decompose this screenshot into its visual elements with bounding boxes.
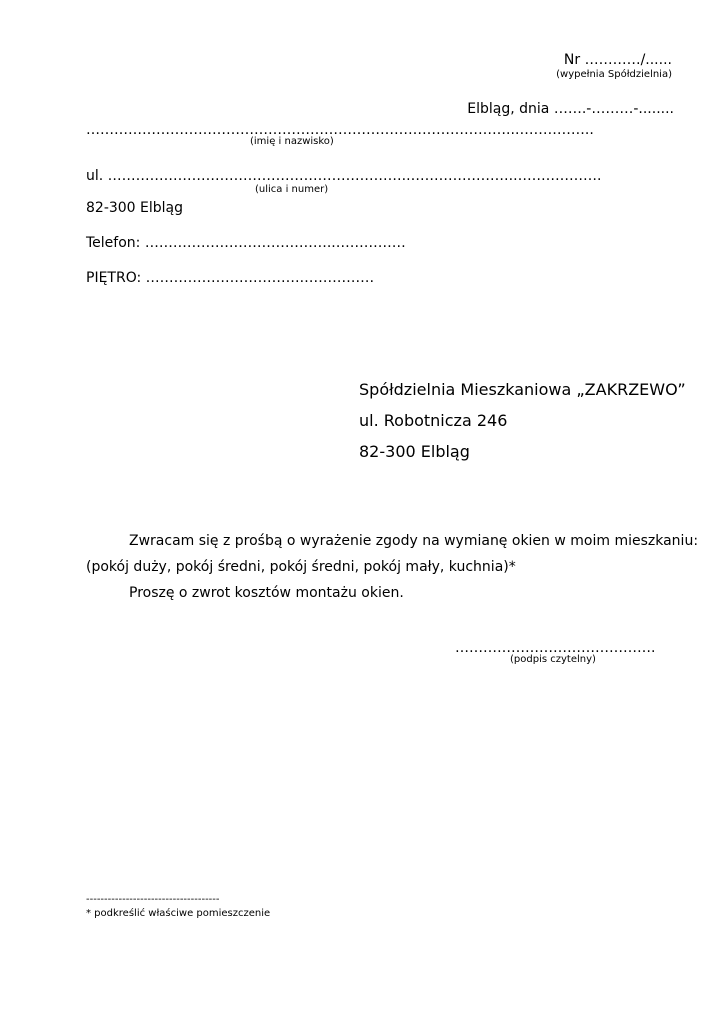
- recipient-name: Spółdzielnia Mieszkaniowa „ZAKRZEWO”: [359, 380, 686, 399]
- recipient-city: 82-300 Elbląg: [359, 442, 470, 461]
- recipient-address: [359, 374, 686, 467]
- request-paragraph-2: Proszę o zwrot kosztów montażu okien.: [129, 585, 404, 601]
- footnote-rule: -------------------------------------: [86, 894, 220, 905]
- applicant-street-label: (ulica i numer): [255, 184, 329, 195]
- applicant-name-label: (imię i nazwisko): [250, 136, 334, 147]
- footnote-text: * podkreślić właściwe pomieszczenie: [86, 908, 271, 919]
- applicant-phone-field: Telefon: …………………………………..……………: [86, 235, 406, 251]
- document-number-note: (wypełnia Spółdzielnia): [556, 69, 672, 80]
- request-paragraph-1: Zwracam się z prośbą o wyrażenie zgody na wymianę okien w moim mieszkaniu:: [129, 533, 699, 549]
- request-rooms-list: (pokój duży, pokój średni, pokój średni, pokój mały, kuchnia)*: [86, 559, 516, 575]
- signature-line: …………………………………….: [455, 640, 656, 656]
- applicant-floor-field: PIĘTRO: …………………………….……………: [86, 270, 375, 286]
- applicant-street-line: ul. ………………………………………………………..………………….……………….: [86, 168, 602, 184]
- applicant-city: 82-300 Elbląg: [86, 200, 184, 216]
- recipient-street: ul. Robotnicza 246: [359, 411, 508, 430]
- place-date-field: Elbląg, dnia …….-………-........: [467, 101, 674, 117]
- signature-label: (podpis czytelny): [510, 654, 596, 665]
- applicant-name-line: ………………………………………………………………………………..……………..: [86, 122, 594, 138]
- document-number-field: Nr …………/......: [563, 52, 672, 68]
